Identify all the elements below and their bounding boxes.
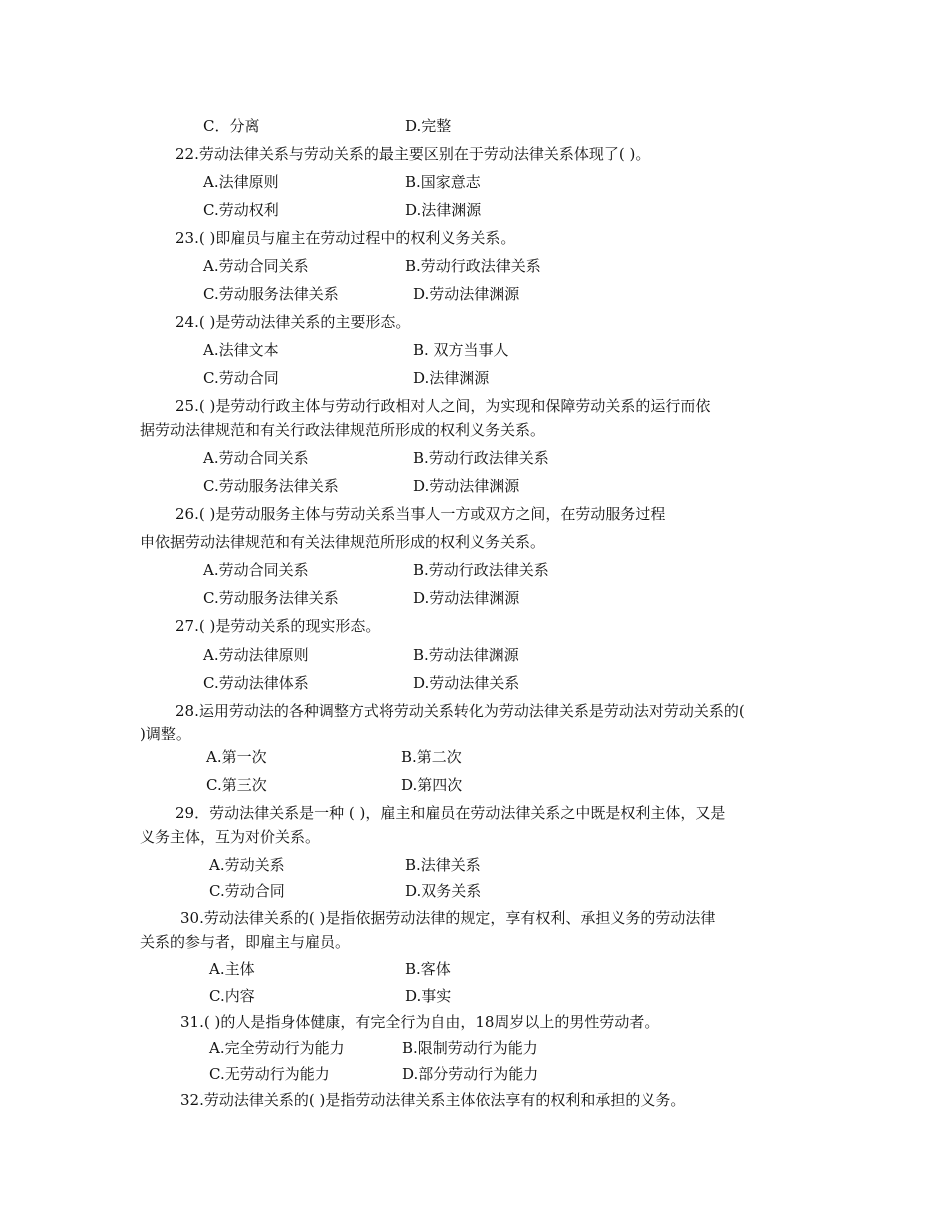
q27-option-d: D.劳动法律关系 <box>413 674 520 692</box>
q32-question: 32.劳动法律关系的( )是指劳动法律关系主体依法享有的权利和承担的义务。 <box>180 1091 686 1109</box>
q28-option-d: D.第四次 <box>401 776 463 794</box>
q28-option-c: C.第三次 <box>206 776 267 794</box>
q25-option-c: C.劳动服务法律关系 <box>203 477 339 495</box>
q21-option-c: C．分离 <box>203 117 260 135</box>
q23-question: 23.( )即雇员与雇主在劳动过程中的权利义务关系。 <box>175 229 516 247</box>
q25-option-d: D.劳动法律渊源 <box>413 477 520 495</box>
q22-option-d: D.法律渊源 <box>405 201 482 219</box>
q24-option-d: D.法律渊源 <box>413 369 490 387</box>
q25-option-a: A.劳动合同关系 <box>203 449 309 467</box>
q26-option-c: C.劳动服务法律关系 <box>203 589 339 607</box>
q31-option-b: B.限制劳动行为能力 <box>402 1039 538 1057</box>
q31-option-a: A.完全劳动行为能力 <box>209 1039 345 1057</box>
q27-option-c: C.劳动法律体系 <box>203 674 309 692</box>
q30-question-line2: 关系的参与者，即雇主与雇员。 <box>140 933 351 951</box>
q28-option-a: A.第一次 <box>206 748 267 766</box>
q28-question-line1: 28.运用劳动法的各种调整方式将劳动关系转化为劳动法律关系是劳动法对劳动关系的( <box>175 702 745 720</box>
q25-question-line2: 据劳动法律规范和有关行政法律规范所形成的权利义务关系。 <box>140 421 546 439</box>
q30-option-c: C.内容 <box>209 987 255 1005</box>
q27-question: 27.( )是劳动关系的现实形态。 <box>175 617 381 635</box>
q31-option-c: C.无劳动行为能力 <box>209 1065 330 1083</box>
q24-option-a: A.法律文本 <box>203 341 279 359</box>
q26-option-a: A.劳动合同关系 <box>203 561 309 579</box>
q25-option-b: B.劳动行政法律关系 <box>413 449 549 467</box>
q22-option-a: A.法律原则 <box>203 173 279 191</box>
q26-question-line2: 申依据劳动法律规范和有关法律规范所形成的权利义务关系。 <box>140 533 546 551</box>
q30-question-line1: 30.劳动法律关系的( )是指依据劳动法律的规定，享有权利、承担义务的劳动法律 <box>180 909 716 927</box>
q22-question: 22.劳动法律关系与劳动关系的最主要区别在于劳动法律关系体现了( )。 <box>175 145 651 163</box>
q31-option-d: D.部分劳动行为能力 <box>402 1065 539 1083</box>
q24-question: 24.( )是劳动法律关系的主要形态。 <box>175 313 411 331</box>
q29-option-b: B.法律关系 <box>405 856 481 874</box>
q24-option-b: B. 双方当事人 <box>413 341 509 359</box>
q26-option-d: D.劳动法律渊源 <box>413 589 520 607</box>
q23-option-c: C.劳动服务法律关系 <box>203 285 339 303</box>
q26-option-b: B.劳动行政法律关系 <box>413 561 549 579</box>
q23-option-b: B.劳动行政法律关系 <box>405 257 541 275</box>
q21-option-d: D.完整 <box>405 117 452 135</box>
q30-option-a: A.主体 <box>209 960 255 978</box>
q25-question-line1: 25.( )是劳动行政主体与劳动行政相对人之间，为实现和保障劳动关系的运行而依 <box>175 397 711 415</box>
q26-question-line1: 26.( )是劳动服务主体与劳动关系当事人一方或双方之间，在劳动服务过程 <box>175 505 666 523</box>
q29-question-line1: 29．劳动法律关系是一种 ( )，雇主和雇员在劳动法律关系之中既是权利主体，又是 <box>175 804 726 822</box>
q27-option-a: A.劳动法律原则 <box>203 646 309 664</box>
q28-question-line2: )调整。 <box>140 725 191 743</box>
q29-option-c: C.劳动合同 <box>209 882 285 900</box>
q29-option-d: D.双务关系 <box>405 882 482 900</box>
q22-option-c: C.劳动权利 <box>203 201 279 219</box>
q29-option-a: A.劳动关系 <box>209 856 285 874</box>
q24-option-c: C.劳动合同 <box>203 369 279 387</box>
q27-option-b: B.劳动法律渊源 <box>413 646 519 664</box>
q28-option-b: B.第二次 <box>401 748 462 766</box>
q23-option-a: A.劳动合同关系 <box>203 257 309 275</box>
q29-question-line2: 义务主体，互为对价关系。 <box>140 828 321 846</box>
q23-option-d: D.劳动法律渊源 <box>413 285 520 303</box>
q31-question: 31.( )的人是指身体健康，有完全行为自由，18周岁以上的男性劳动者。 <box>180 1013 660 1031</box>
q30-option-d: D.事实 <box>405 987 452 1005</box>
q30-option-b: B.客体 <box>405 960 451 978</box>
q22-option-b: B.国家意志 <box>405 173 481 191</box>
